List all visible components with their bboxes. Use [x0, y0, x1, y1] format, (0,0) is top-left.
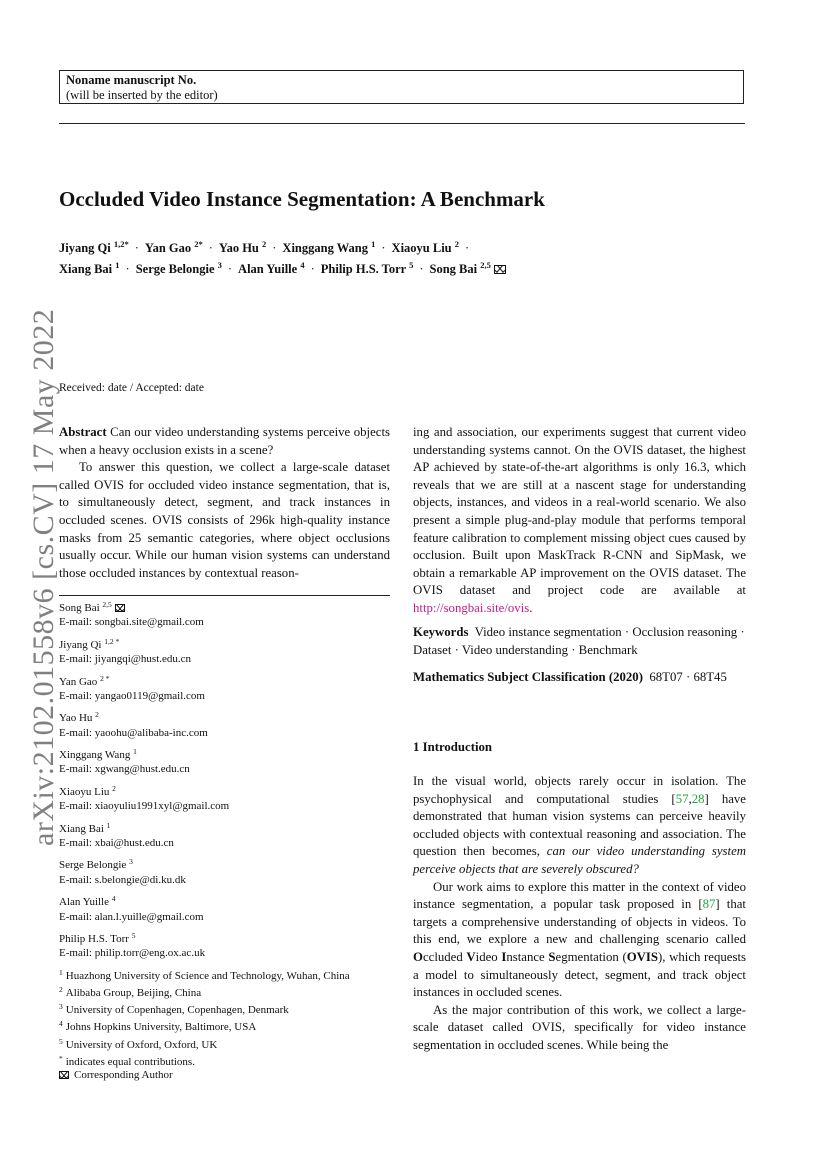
keywords: [413, 624, 746, 659]
intro-question: can our video understanding system perceive objects that are severely obscured?: [413, 844, 746, 876]
footnote-email[interactable]: E-mail: philip.torr@eng.ox.ac.uk: [59, 947, 206, 960]
footnote-author: Serge Belongie: [59, 859, 127, 872]
author-superscript: 2: [454, 239, 460, 249]
acronym-letter: S: [548, 949, 556, 964]
introduction-body: [413, 773, 746, 1055]
paper-title: Occluded Video Instance Segmentation: A Benchmark: [59, 187, 545, 211]
abstract-paragraph-3: ing and association, our experiments suggest that current video understanding systems cannot. On the OVIS dataset, the highest AP achieved by state-of-the-art algorithms is only 16.3, which reveals that we are still at a nascent stage for understanding objects, instances, and videos in a real-world scenario. We also present a simple plug-and-play module that performs temporal feature calibration to complement missing object cues caused by occlusion. Built upon MaskTrack R-CNN and SipMask, we obtain a remarkable AP improvement on the OVIS dataset. The OVIS dataset and project code are available at: [413, 425, 746, 598]
author: Xiaoyu Liu: [391, 241, 452, 255]
author-superscript: 5: [409, 260, 414, 270]
author-list-line-2: Xiang Bai $^1$ · Serge Belongie $^3$ · Alan Yuille $^4$ · Philip H.S. Torr $^5$ · Song Bai $^{2,5}$: [59, 254, 749, 280]
footnote-superscript: 1: [133, 747, 137, 757]
footnote-entry: [59, 708, 390, 740]
footnote-email[interactable]: E-mail: songbai.site@gmail.com: [59, 616, 204, 629]
footnote-email[interactable]: E-mail: yangao0119@gmail.com: [59, 689, 205, 702]
citation-link[interactable]: 57: [675, 791, 689, 806]
manuscript-header-box: [59, 70, 744, 104]
keywords-text: Video instance segmentation · Occlusion reasoning · Dataset · Video understanding · Benchmark: [413, 625, 745, 657]
footnote-superscript: 5: [131, 931, 136, 941]
envelope-icon: [494, 265, 506, 274]
footnote-author: Philip H.S. Torr: [59, 933, 129, 946]
affiliation: [59, 966, 390, 983]
affiliation-list: [59, 966, 390, 1082]
author: Jiyang Qi: [59, 241, 111, 255]
footnote-entry: [59, 598, 390, 630]
footnote-email[interactable]: E-mail: xbai@hust.edu.cn: [59, 836, 174, 849]
footnote-entry: [59, 745, 390, 777]
author: Philip H.S. Torr: [320, 262, 406, 276]
msc-text: 68T07 · 68T45: [649, 670, 727, 684]
affiliation-number: 4: [59, 1019, 63, 1029]
acronym-letter: I: [501, 949, 507, 964]
abstract-left-column: [59, 424, 390, 582]
footnote-email[interactable]: E-mail: xgwang@hust.edu.cn: [59, 763, 190, 776]
intro-text: In the visual world, objects rarely occur in isolation. The psychophysical and computational studies [: [413, 774, 746, 806]
affiliation-number: 3: [59, 1002, 63, 1012]
affiliation-number: 5: [59, 1036, 63, 1046]
intro-text: ), which requests a model to simultaneously detect, segment, and track object instances in occluded scenes.: [413, 949, 746, 1000]
acronym-text: ccluded: [422, 949, 467, 964]
abstract-right-column: [413, 424, 746, 618]
author: Alan Yuille: [238, 262, 298, 276]
author: Yan Gao: [144, 241, 192, 255]
author-superscript: 1: [115, 260, 120, 270]
footnote-email[interactable]: E-mail: jiyangqi@hust.edu.cn: [59, 653, 192, 666]
envelope-icon: [59, 1071, 69, 1079]
footnote-superscript: 4: [111, 894, 116, 904]
footnote-superscript: 1,2 *: [104, 636, 120, 646]
affiliation: [59, 983, 390, 1000]
intro-paragraph-3: As the major contribution of this work, we collect a large-scale dataset called OVIS, specifically for video instance segmentation in occluded scenes. While being the: [413, 1002, 746, 1052]
acronym-ovis: OVIS: [626, 949, 658, 964]
footnote-rule: [59, 595, 390, 596]
footnote-superscript: 2: [95, 710, 99, 720]
abstract-paragraph-1: Can our video understanding systems perceive objects when a heavy occlusion exists in a scene?: [59, 425, 390, 457]
abstract-end: .: [529, 600, 533, 615]
footnote-author: Xinggang Wang: [59, 749, 131, 762]
footnote-author: Yan Gao: [59, 675, 98, 688]
footnote-author: Song Bai: [59, 602, 100, 614]
intro-paragraph-1: In the visual world, objects rarely occur in isolation. The psychophysical and computational studies [57,28] have demonstrated that human vision systems can perceive heavily occluded objects with contextual reasoning and association. The question then becomes, can our video understanding system perceive objects that are severely obscured?: [413, 774, 746, 876]
author: Xinggang Wang: [282, 241, 368, 255]
abstract-paragraph-2: To answer this question, we collect a large-scale dataset called OVIS for occluded video instance segmentation, that is, to simultaneously detect, segment, and track instances in occluded scenes. OVIS consists of 296k high-quality instance masks from 25 semantic categories, where object occlusions usually occur. While our human vision systems can understand those occluded instances by contextual reason-: [59, 460, 390, 580]
acronym-text: egmentation: [555, 949, 619, 964]
intro-text: ] have demonstrated that human vision systems can perceive heavily occluded objects with contextual reasoning and association. The question then becomes,: [413, 791, 746, 859]
footnote-superscript: 2 *: [100, 673, 110, 683]
abstract-label: Abstract: [59, 425, 107, 439]
footnote-entry: [59, 672, 390, 704]
author-superscript: 2: [262, 239, 267, 249]
affiliation-text: Huazhong University of Science and Technology, Wuhan, China: [65, 969, 350, 982]
affiliation-text: Johns Hopkins University, Baltimore, USA: [65, 1021, 257, 1034]
author-superscript: 4: [300, 260, 305, 270]
author: Xiang Bai: [59, 262, 113, 276]
affiliation: [59, 1052, 390, 1069]
footnote-superscript: 2: [112, 783, 116, 793]
author-list-line-1: Jiyang Qi $^{1,2*}$ · Yan Gao $^{2*}$ · Yao Hu $^2$ · Xinggang Wang $^1$ · Xiaoyu Liu $^2$ ·: [59, 239, 470, 255]
affiliation: [59, 1035, 390, 1052]
msc-classification: [413, 669, 746, 687]
header-rule: [59, 123, 745, 124]
affiliation: [59, 1000, 390, 1017]
footnote-email[interactable]: E-mail: xiaoyuliu1991xyl@gmail.com: [59, 800, 230, 813]
footnote-author: Xiang Bai: [59, 822, 104, 835]
author: Serge Belongie: [135, 262, 215, 276]
affiliation-text: University of Copenhagen, Copenhagen, Denmark: [65, 1004, 289, 1017]
author-superscript: 1: [371, 239, 376, 249]
footnote-author: Yao Hu: [59, 712, 93, 725]
footnote-entry: [59, 819, 390, 851]
intro-text: ] that targets a comprehensive understanding of objects in videos. To this end, we explore a new and challenging scenario called: [413, 897, 746, 947]
received-date: Received: date / Accepted: date: [59, 382, 204, 394]
affiliation-text: University of Oxford, Oxford, UK: [65, 1038, 218, 1051]
footnote-superscript: 1: [106, 820, 111, 830]
footnote-author: Xiaoyu Liu: [59, 785, 110, 798]
affiliation-number: 1: [59, 967, 63, 977]
author: Yao Hu: [218, 241, 259, 255]
citation-link[interactable]: 28: [691, 791, 705, 806]
footnote-email[interactable]: E-mail: yaoohu@alibaba-inc.com: [59, 726, 208, 739]
intro-text: Our work aims to explore this matter in the context of video instance segmentation, a popular task proposed in [: [413, 879, 746, 912]
affiliation-number: 2: [59, 985, 63, 995]
affiliation-text: Alibaba Group, Beijing, China: [65, 987, 202, 1000]
editor-note: (will be inserted by the editor): [66, 88, 218, 102]
footnote-entry: [59, 782, 390, 814]
keywords-label: Keywords: [413, 625, 469, 639]
affiliation-number: *: [59, 1053, 63, 1063]
author-superscript: 3: [217, 260, 222, 270]
footnote-superscript: 2,5: [102, 600, 112, 609]
arxiv-identifier[interactable]: arXiv:2102.01558v6 [cs.CV] 17 May 2022: [27, 308, 60, 846]
affiliation-text: indicates equal contributions.: [65, 1055, 195, 1068]
affiliation: [59, 1017, 390, 1034]
author: Song Bai: [429, 262, 478, 276]
envelope-icon: [115, 604, 125, 612]
footnote-superscript: 3: [129, 857, 133, 867]
footnote-entry: [59, 855, 390, 887]
acronym-text: ideo: [475, 949, 502, 964]
corresponding-author-note: [59, 1069, 390, 1082]
footnote-entry: [59, 635, 390, 667]
citation-link[interactable]: 87: [702, 897, 716, 912]
acronym-letter: O: [413, 949, 423, 964]
manuscript-number: Noname manuscript No.: [66, 73, 197, 87]
author-superscript: 2*: [194, 239, 203, 249]
footnote-author: Jiyang Qi: [59, 638, 102, 651]
author-superscript: 1,2*: [113, 239, 129, 249]
msc-label: Mathematics Subject Classification (2020): [413, 670, 643, 684]
author-footnotes: [59, 598, 390, 1082]
footnote-author: Alan Yuille: [59, 896, 109, 909]
footnote-email[interactable]: E-mail: alan.l.yuille@gmail.com: [59, 910, 204, 923]
footnote-entry: [59, 929, 390, 961]
acronym-text: nstance: [506, 949, 549, 964]
footnote-entry: [59, 892, 390, 924]
author-superscript: 2,5: [480, 260, 491, 270]
project-link[interactable]: http://songbai.site/ovis: [413, 600, 530, 615]
footnote-email[interactable]: E-mail: s.belongie@di.ku.dk: [59, 873, 186, 886]
section-heading-introduction: 1 Introduction: [413, 740, 493, 754]
acronym-letter: V: [466, 949, 476, 964]
corresponding-author-text: Corresponding Author: [74, 1069, 173, 1082]
intro-paragraph-2: Our work aims to explore this matter in the context of video instance segmentation, a popular task proposed in [87] that targets a comprehensive understanding of objects in videos. To this end, we explore a new and challenging scenario called Occluded Video Instance Segmentation (OVIS), which requests a model to simultaneously detect, segment, and track object instances in occluded scenes.: [413, 879, 746, 1000]
